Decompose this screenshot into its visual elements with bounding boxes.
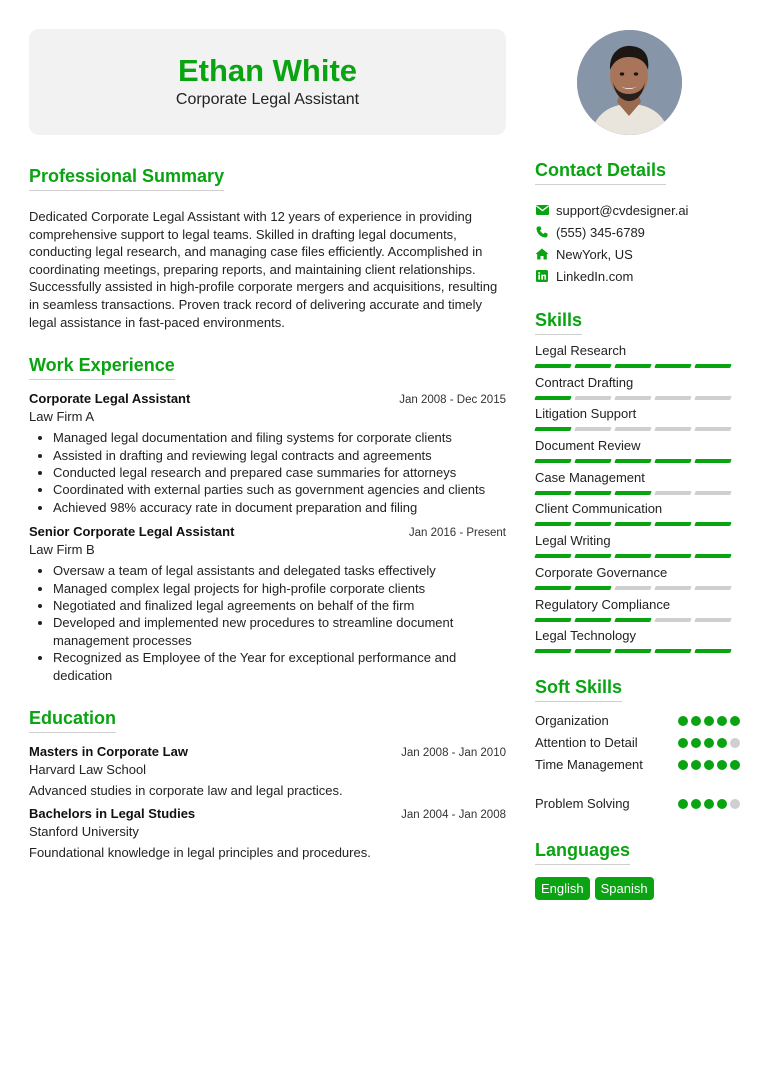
job-bullet: • Assisted in drafting and reviewing legal contracts and agreements: [53, 447, 506, 464]
skill-level-segment: [534, 618, 571, 622]
contact-location-text: NewYork, US: [556, 246, 633, 262]
home-icon: [535, 247, 549, 261]
education-heading: Education: [29, 708, 116, 733]
skill-level-segment: [614, 364, 651, 368]
job-bullet: • Negotiated and finalized legal agreements on behalf of the firm: [53, 597, 506, 614]
skill-level-segment: [614, 396, 651, 400]
school-name: Stanford University: [29, 824, 139, 840]
work-heading: Work Experience: [29, 355, 175, 380]
soft-skill-rating: [678, 716, 740, 726]
skill-level-segment: [614, 491, 651, 495]
skill-name: Client Communication: [535, 501, 663, 517]
skill-level-segment: [574, 459, 611, 463]
rating-dot: [704, 738, 714, 748]
skill-name: Contract Drafting: [535, 374, 634, 390]
skill-level-segment: [574, 649, 611, 653]
soft-skill-item: [535, 793, 740, 815]
rating-dot: [704, 799, 714, 809]
job-bullet: • Recognized as Employee of the Year for exceptional performance and dedication: [53, 649, 506, 684]
skill-level-segment: [614, 586, 651, 590]
summary-heading: Professional Summary: [29, 166, 224, 191]
rating-dot: [691, 799, 701, 809]
skill-name: Case Management: [535, 469, 645, 485]
skill-level-segment: [574, 364, 611, 368]
rating-dot: [678, 716, 688, 726]
skill-level-segment: [574, 586, 611, 590]
degree-description: Advanced studies in corporate law and legal practices.: [29, 783, 343, 799]
skill-level-segment: [694, 618, 731, 622]
skill-level-segment: [654, 396, 691, 400]
job-company: Law Firm B: [29, 542, 95, 558]
skill-item: [535, 624, 740, 656]
soft-skill-rating: [678, 760, 740, 770]
rating-dot: [717, 716, 727, 726]
skill-name: Legal Research: [535, 343, 627, 358]
candidate-name: Ethan White: [177, 53, 358, 88]
education-entry: [29, 744, 506, 798]
degree-title: Masters in Corporate Law: [29, 744, 188, 760]
rating-dot: [717, 799, 727, 809]
phone-icon: [535, 225, 549, 239]
skill-level-segment: [534, 364, 571, 368]
contact-phone-text: (555) 345-6789: [556, 224, 645, 240]
soft-skills-list: [535, 710, 740, 815]
skill-level-segment: [534, 649, 571, 653]
avatar: [577, 30, 682, 135]
skill-level-segment: [694, 459, 731, 463]
skill-level-segment: [574, 554, 611, 558]
skill-name: Corporate Governance: [535, 564, 668, 580]
skill-name: Document Review: [535, 438, 641, 454]
soft-skills-heading: Soft Skills: [535, 677, 622, 702]
skills-section: [535, 310, 740, 656]
skill-level-segment: [654, 364, 691, 368]
degree-dates: Jan 2008 - Jan 2010: [401, 747, 506, 760]
contact-phone[interactable]: [535, 221, 740, 243]
rating-dot: [704, 760, 714, 770]
skill-level-segment: [614, 522, 651, 526]
skill-level-segment: [694, 554, 731, 558]
skills-list: [535, 339, 740, 656]
header-card: [29, 29, 506, 135]
rating-dot: [717, 738, 727, 748]
language-badge: English: [535, 877, 590, 900]
soft-skill-name: Problem Solving: [535, 796, 630, 812]
job-bullet: • Managed legal documentation and filing systems for corporate clients: [53, 429, 506, 446]
skill-level-segment: [574, 427, 611, 431]
contact-linkedin-text: LinkedIn.com: [556, 268, 634, 284]
skill-item: [535, 339, 740, 371]
job-dates: Jan 2008 - Dec 2015: [399, 394, 506, 407]
skill-level-segment: [654, 427, 691, 431]
job-bullet: • Managed complex legal projects for high-profile corporate clients: [53, 580, 506, 597]
skill-level-bar: [535, 396, 740, 400]
skill-level-segment: [534, 586, 571, 590]
rating-dot: [678, 760, 688, 770]
job-bullet: • Oversaw a team of legal assistants and delegated tasks effectively: [53, 562, 506, 579]
skill-item: [535, 529, 740, 561]
job-bullet: • Developed and implemented new procedures to streamline document management processes: [53, 614, 506, 649]
skill-level-segment: [614, 427, 651, 431]
job-bullet: • Coordinated with external parties such as government agencies and clients: [53, 481, 506, 498]
soft-skill-name: Time Management: [535, 757, 643, 773]
job-company: Law Firm A: [29, 409, 95, 425]
skill-level-bar: [535, 586, 740, 590]
skill-name: Litigation Support: [535, 406, 637, 422]
soft-skill-item: [535, 732, 740, 754]
soft-skill-item: [535, 754, 740, 776]
skill-level-segment: [654, 649, 691, 653]
skill-level-segment: [574, 491, 611, 495]
skill-item: [535, 593, 740, 625]
skill-level-bar: [535, 491, 740, 495]
skill-level-bar: [535, 522, 740, 526]
summary-section: [29, 166, 506, 331]
skill-item: [535, 497, 740, 529]
school-name: Harvard Law School: [29, 762, 147, 778]
rating-dot: [678, 738, 688, 748]
contact-linkedin[interactable]: [535, 265, 740, 287]
job-bullet: • Achieved 98% accuracy rate in document preparation and filing: [53, 499, 506, 516]
rating-dot: [691, 738, 701, 748]
rating-dot: [717, 760, 727, 770]
skill-level-bar: [535, 459, 740, 463]
job-dates: Jan 2016 - Present: [408, 527, 506, 540]
language-badge: Spanish: [595, 877, 654, 900]
skill-name: Legal Writing: [535, 533, 611, 549]
contact-section: [535, 160, 740, 287]
skill-level-segment: [534, 427, 571, 431]
main-column: [29, 166, 506, 860]
education-entry: [29, 806, 506, 860]
skill-level-segment: [654, 618, 691, 622]
skill-level-bar: [535, 554, 740, 558]
degree-description: Foundational knowledge in legal principles and procedures.: [29, 845, 371, 861]
skill-level-segment: [534, 491, 571, 495]
contact-location: [535, 243, 740, 265]
skill-level-segment: [694, 396, 731, 400]
skill-level-segment: [694, 364, 731, 368]
skill-level-segment: [534, 459, 571, 463]
summary-text: Dedicated Corporate Legal Assistant with 12 years of experience in providing comprehensive support to legal teams. Skilled in drafting legal documents, conducting legal research, and managing case files efficiently. Accomplished in coordinating meetings, preparing reports, and maintaining client relationships. Successfully assisted in high-profile corporate mergers and acquisitions, resulting in seamless transactions. Proven track record of delivering accurate and timely legal assistance in fast-paced environments.: [29, 209, 498, 330]
job-entry: [29, 524, 506, 684]
skill-level-segment: [574, 618, 611, 622]
skill-item: [535, 561, 740, 593]
skill-level-segment: [694, 586, 731, 590]
skill-level-segment: [654, 459, 691, 463]
envelope-icon: [535, 203, 549, 217]
skill-name: Regulatory Compliance: [535, 596, 671, 612]
rating-dot: [678, 799, 688, 809]
rating-dot: [730, 760, 740, 770]
skill-item: [535, 402, 740, 434]
skill-level-bar: [535, 618, 740, 622]
job-bullet: • Conducted legal research and prepared case summaries for attorneys: [53, 464, 506, 481]
skill-level-segment: [694, 522, 731, 526]
skill-item: [535, 371, 740, 403]
contact-email-text: support@cvdesigner.ai: [556, 202, 689, 218]
avatar-photo: [577, 30, 682, 135]
skill-level-segment: [614, 459, 651, 463]
contact-email[interactable]: [535, 199, 740, 221]
skill-level-segment: [694, 427, 731, 431]
skill-level-segment: [574, 396, 611, 400]
languages-heading: Languages: [535, 840, 630, 865]
sidebar-column: [535, 160, 740, 900]
skill-item: [535, 434, 740, 466]
education-section: [29, 708, 506, 860]
skill-level-segment: [654, 554, 691, 558]
skill-level-segment: [654, 522, 691, 526]
rating-dot: [691, 760, 701, 770]
degree-dates: Jan 2004 - Jan 2008: [401, 809, 506, 822]
skill-level-segment: [614, 554, 651, 558]
skill-level-bar: [535, 427, 740, 431]
rating-dot: [730, 799, 740, 809]
soft-skill-name: Organization: [535, 713, 609, 729]
languages-section: [535, 840, 740, 900]
skill-name: Legal Technology: [535, 628, 636, 644]
skill-item: [535, 466, 740, 498]
job-title: Corporate Legal Assistant: [29, 391, 191, 407]
skill-level-segment: [694, 491, 731, 495]
degree-title: Bachelors in Legal Studies: [29, 806, 196, 822]
soft-skill-rating: [678, 738, 740, 748]
skill-level-segment: [614, 618, 651, 622]
linkedin-icon: [535, 269, 549, 283]
skill-level-segment: [694, 649, 731, 653]
job-title: Senior Corporate Legal Assistant: [29, 524, 235, 540]
skill-level-segment: [654, 491, 691, 495]
rating-dot: [704, 716, 714, 726]
soft-skills-section: [535, 677, 740, 815]
rating-dot: [691, 716, 701, 726]
languages-list: [535, 877, 740, 900]
skills-heading: Skills: [535, 310, 582, 335]
work-section: [29, 355, 506, 684]
skill-level-segment: [574, 522, 611, 526]
job-bullets: [29, 429, 506, 516]
skill-level-segment: [534, 396, 571, 400]
soft-skill-item: [535, 710, 740, 732]
rating-dot: [730, 716, 740, 726]
candidate-title: Corporate Legal Assistant: [175, 91, 360, 108]
soft-skill-rating: [678, 799, 740, 809]
job-entry: [29, 391, 506, 516]
skill-level-bar: [535, 364, 740, 368]
skill-level-segment: [534, 522, 571, 526]
contact-heading: Contact Details: [535, 160, 666, 185]
skill-level-bar: [535, 649, 740, 653]
soft-skill-name: Attention to Detail: [535, 735, 638, 751]
rating-dot: [730, 738, 740, 748]
skill-level-segment: [534, 554, 571, 558]
job-bullets: [29, 562, 506, 684]
skill-level-segment: [654, 586, 691, 590]
skill-level-segment: [614, 649, 651, 653]
